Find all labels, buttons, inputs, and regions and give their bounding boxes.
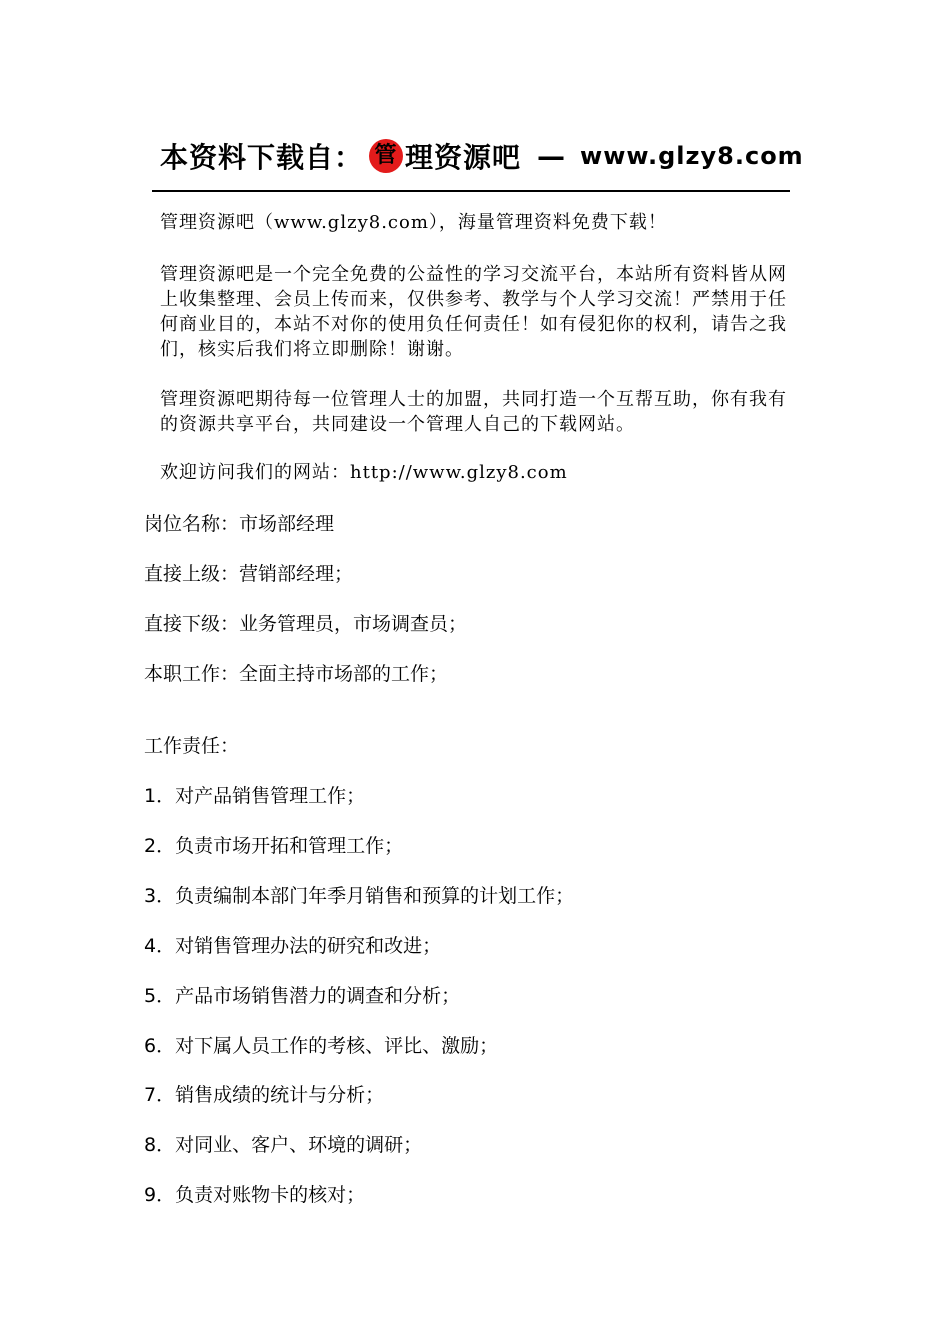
notice-disclaimer: 管理资源吧是一个完全免费的公益性的学习交流平台，本站所有资料皆从网上收集整理、会员上传而来，仅供参考、教学与个人学习交流！严禁用于任何商业目的，本站不对你的使用负任何责任！如有侵犯你的权利，请告之我们，核实后我们将立即删除！谢谢。 <box>160 264 787 360</box>
responsibility-item: 3．负责编制本部门年季月销售和预算的计划工作； <box>144 885 575 907</box>
notice-intro: 管理资源吧（www.glzy8.com），海量管理资料免费下载！ <box>160 212 667 233</box>
brand-logo: 管 <box>369 139 403 173</box>
responsibility-item: 9．负责对账物卡的核对； <box>144 1184 366 1206</box>
responsibility-item: 4．对销售管理办法的研究和改进； <box>144 935 442 957</box>
job-duty: 本职工作：全面主持市场部的工作； <box>144 663 449 685</box>
notice-invitation: 管理资源吧期待每一位管理人士的加盟，共同打造一个互帮互助，你有我有的资源共享平台，共同建设一个管理人自己的下载网站。 <box>160 389 787 435</box>
banner-title <box>160 136 804 176</box>
job-superior: 直接上级：营销部经理； <box>144 563 354 585</box>
banner-separator: — <box>537 139 567 173</box>
job-position: 岗位名称：市场部经理 <box>144 513 335 535</box>
responsibility-heading: 工作责任： <box>144 735 240 757</box>
responsibility-item: 1．对产品销售管理工作； <box>144 785 366 807</box>
banner-brand: 理资源吧 <box>405 141 522 174</box>
responsibility-item: 8．对同业、客户、环境的调研； <box>144 1134 423 1156</box>
notice-website: 欢迎访问我们的网站：http://www.glzy8.com <box>160 462 568 483</box>
banner-url: www.glzy8.com <box>580 142 804 170</box>
responsibility-item: 6．对下属人员工作的考核、评比、激励； <box>144 1035 499 1057</box>
responsibility-item: 5．产品市场销售潜力的调查和分析； <box>144 985 461 1007</box>
responsibility-item: 7．销售成绩的统计与分析； <box>144 1084 385 1106</box>
banner-divider <box>152 190 790 192</box>
responsibility-item: 2．负责市场开拓和管理工作； <box>144 835 404 857</box>
banner-prefix: 本资料下载自： <box>160 141 364 174</box>
job-subordinate: 直接下级：业务管理员，市场调查员； <box>144 613 468 635</box>
